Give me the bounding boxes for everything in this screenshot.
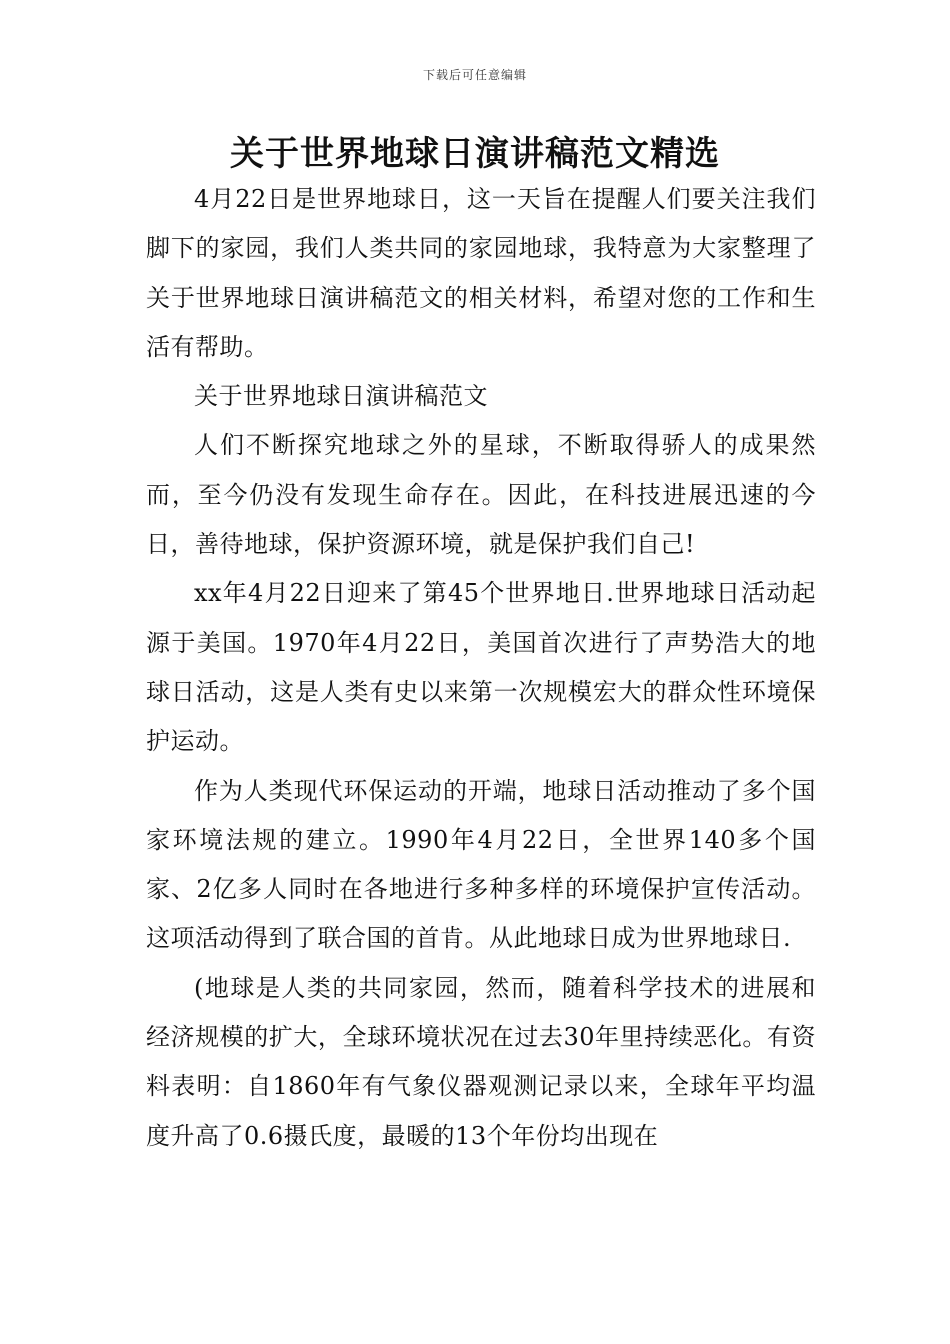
document-body <box>146 175 816 1161</box>
document-title: 关于世界地球日演讲稿范文精选 <box>230 134 720 174</box>
paragraph-origin: xx年4月22日迎来了第45个世界地日.世界地球日活动起源于美国。1970年4月22日，美国首次进行了声势浩大的地球日活动，这是人类有史以来第一次规模宏大的群众性环境保护运动。 <box>146 579 816 756</box>
header-note: 下载后可任意编辑 <box>422 68 527 82</box>
paragraph-movement: 作为人类现代环保运动的开端，地球日活动推动了多个国家环境法规的建立。1990年4月22日，全世界140多个国家、2亿多人同时在各地进行多种多样的环境保护宣传活动。这项活动得到了联合国的首肯。从此地球日成为世界地球日. <box>146 776 816 953</box>
paragraph-intro: 4月22日是世界地球日，这一天旨在提醒人们要关注我们脚下的家园，我们人类共同的家园地球，我特意为大家整理了关于世界地球日演讲稿范文的相关材料，希望对您的工作和生活有帮助。 <box>146 185 816 361</box>
paragraph-environment: (地球是人类的共同家园，然而，随着科学技术的进展和经济规模的扩大，全球环境状况在过去30年里持续恶化。有资料表明：自1860年有气象仪器观测记录以来，全球年平均温度升高了0.6摄氏度，最暖的13个年份均出现在 <box>146 973 816 1150</box>
paragraph-subheading: 关于世界地球日演讲稿范文 <box>194 382 488 411</box>
paragraph-exploration: 人们不断探究地球之外的星球，不断取得骄人的成果然而，至今仍没有发现生命存在。因此，在科技进展迅速的今日，善待地球，保护资源环境，就是保护我们自己! <box>146 431 816 559</box>
